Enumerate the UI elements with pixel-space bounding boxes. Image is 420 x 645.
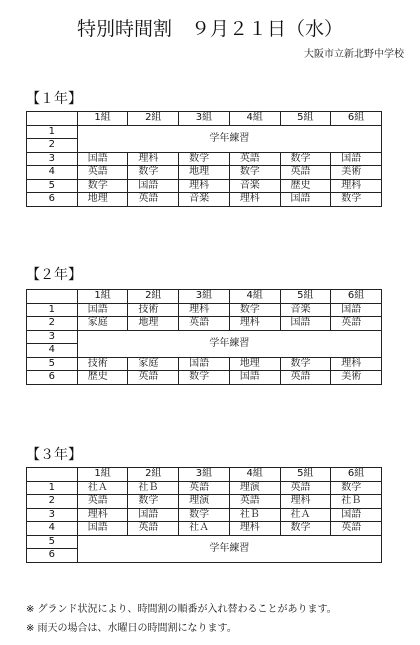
header-class-2: 2組 — [128, 468, 179, 482]
header-class-1: 1組 — [77, 468, 128, 482]
grade2-heading: 【２年】 — [26, 267, 82, 283]
period-number: 1 — [27, 125, 78, 139]
table-row — [27, 125, 382, 139]
subject-cell: 数学 — [179, 152, 230, 166]
subject-cell: 理演 — [229, 481, 280, 495]
subject-cell: 地理 — [179, 166, 230, 180]
header-class-5: 5組 — [280, 468, 331, 482]
header-class-3: 3組 — [179, 468, 230, 482]
subject-cell: 国語 — [128, 508, 179, 522]
subject-cell: 国語 — [77, 522, 128, 536]
subject-cell: 理科 — [280, 495, 331, 509]
table-row — [27, 193, 382, 207]
subject-cell: 数学 — [229, 166, 280, 180]
subject-cell: 音楽 — [179, 193, 230, 207]
subject-cell: 数学 — [331, 193, 382, 207]
subject-cell: 理科 — [179, 303, 230, 317]
period-number: 2 — [27, 139, 78, 153]
header-class-4: 4組 — [229, 112, 280, 126]
header-row — [27, 112, 382, 126]
subject-cell: 英語 — [280, 166, 331, 180]
note-1: ※ グランド状況により、時間割の順番が入れ替わることがあります。 — [26, 604, 337, 615]
header-class-5: 5組 — [280, 112, 331, 126]
merged-practice-cell: 学年練習 — [77, 535, 381, 562]
table-row — [27, 166, 382, 180]
period-number: 6 — [27, 193, 78, 207]
table-row — [27, 179, 382, 193]
subject-cell: 音楽 — [229, 179, 280, 193]
period-number: 3 — [27, 508, 78, 522]
table-row — [27, 371, 382, 385]
grade2-timetable — [26, 289, 382, 385]
subject-cell: 地理 — [77, 193, 128, 207]
subject-cell: 英語 — [128, 522, 179, 536]
period-number: 5 — [27, 179, 78, 193]
subject-cell: 社Ｂ — [331, 495, 382, 509]
subject-cell: 技術 — [128, 303, 179, 317]
subject-cell: 英語 — [280, 371, 331, 385]
period-number: 6 — [27, 371, 78, 385]
subject-cell: 数学 — [331, 481, 382, 495]
header-corner — [27, 290, 78, 304]
header-corner — [27, 468, 78, 482]
merged-practice-cell: 学年練習 — [77, 125, 381, 152]
header-row — [27, 290, 382, 304]
header-class-4: 4組 — [229, 468, 280, 482]
subject-cell: 理科 — [331, 179, 382, 193]
subject-cell: 数学 — [280, 357, 331, 371]
subject-cell: 理科 — [229, 193, 280, 207]
subject-cell: 社Ａ — [280, 508, 331, 522]
period-number: 3 — [27, 152, 78, 166]
subject-cell: 英語 — [229, 152, 280, 166]
subject-cell: 地理 — [128, 317, 179, 331]
header-class-6: 6組 — [331, 290, 382, 304]
table-row — [27, 508, 382, 522]
table-row — [27, 495, 382, 509]
subject-cell: 数学 — [229, 303, 280, 317]
subject-cell: 国語 — [280, 317, 331, 331]
period-number: 1 — [27, 303, 78, 317]
subject-cell: 社Ｂ — [128, 481, 179, 495]
table-row — [27, 535, 382, 549]
table-row — [27, 303, 382, 317]
subject-cell: 国語 — [331, 303, 382, 317]
table-row — [27, 152, 382, 166]
subject-cell: 社Ａ — [179, 522, 230, 536]
table-row — [27, 522, 382, 536]
subject-cell: 国語 — [331, 152, 382, 166]
subject-cell: 理演 — [179, 495, 230, 509]
subject-cell: 数学 — [77, 179, 128, 193]
note-2: ※ 雨天の場合は、水曜日の時間割になります。 — [26, 623, 237, 634]
header-class-1: 1組 — [77, 290, 128, 304]
header-class-3: 3組 — [179, 112, 230, 126]
subject-cell: 国語 — [128, 179, 179, 193]
subject-cell: 美術 — [331, 371, 382, 385]
table-row — [27, 357, 382, 371]
subject-cell: 社Ａ — [77, 481, 128, 495]
subject-cell: 歴史 — [77, 371, 128, 385]
subject-cell: 英語 — [77, 495, 128, 509]
subject-cell: 家庭 — [77, 317, 128, 331]
grade1-timetable — [26, 111, 382, 207]
header-class-2: 2組 — [128, 290, 179, 304]
subject-cell: 数学 — [280, 152, 331, 166]
table-row — [27, 481, 382, 495]
subject-cell: 英語 — [280, 481, 331, 495]
subject-cell: 国語 — [331, 508, 382, 522]
period-number: 5 — [27, 535, 78, 549]
header-corner — [27, 112, 78, 126]
subject-cell: 音楽 — [280, 303, 331, 317]
subject-cell: 国語 — [77, 303, 128, 317]
merged-practice-cell: 学年練習 — [77, 330, 381, 357]
subject-cell: 数学 — [280, 522, 331, 536]
subject-cell: 英語 — [179, 317, 230, 331]
subject-cell: 国語 — [229, 371, 280, 385]
period-number: 6 — [27, 549, 78, 563]
period-number: 3 — [27, 330, 78, 344]
subject-cell: 数学 — [128, 166, 179, 180]
subject-cell: 社Ｂ — [229, 508, 280, 522]
subject-cell: 国語 — [77, 152, 128, 166]
subject-cell: 理科 — [179, 179, 230, 193]
subject-cell: 美術 — [331, 166, 382, 180]
subject-cell: 技術 — [77, 357, 128, 371]
subject-cell: 理科 — [128, 152, 179, 166]
subject-cell: 英語 — [128, 371, 179, 385]
table-row — [27, 330, 382, 344]
subject-cell: 英語 — [229, 495, 280, 509]
subject-cell: 国語 — [280, 193, 331, 207]
header-class-6: 6組 — [331, 468, 382, 482]
period-number: 2 — [27, 317, 78, 331]
header-class-3: 3組 — [179, 290, 230, 304]
subject-cell: 英語 — [331, 317, 382, 331]
grade3-heading: 【３年】 — [26, 447, 82, 463]
table-row — [27, 317, 382, 331]
period-number: 5 — [27, 357, 78, 371]
period-number: 4 — [27, 522, 78, 536]
subject-cell: 数学 — [179, 508, 230, 522]
period-number: 2 — [27, 495, 78, 509]
subject-cell: 英語 — [77, 166, 128, 180]
header-class-5: 5組 — [280, 290, 331, 304]
subject-cell: 地理 — [229, 357, 280, 371]
subject-cell: 理科 — [77, 508, 128, 522]
subject-cell: 理科 — [331, 357, 382, 371]
header-class-4: 4組 — [229, 290, 280, 304]
grade1-heading: 【１年】 — [26, 91, 82, 107]
subject-cell: 歴史 — [280, 179, 331, 193]
subject-cell: 理科 — [229, 522, 280, 536]
school-name: 大阪市立新北野中学校 — [304, 49, 404, 60]
header-class-6: 6組 — [331, 112, 382, 126]
period-number: 4 — [27, 344, 78, 358]
period-number: 1 — [27, 481, 78, 495]
subject-cell: 英語 — [128, 193, 179, 207]
header-row — [27, 468, 382, 482]
header-class-2: 2組 — [128, 112, 179, 126]
grade3-timetable — [26, 467, 382, 563]
subject-cell: 家庭 — [128, 357, 179, 371]
subject-cell: 理科 — [229, 317, 280, 331]
subject-cell: 数学 — [179, 371, 230, 385]
subject-cell: 国語 — [179, 357, 230, 371]
subject-cell: 英語 — [179, 481, 230, 495]
period-number: 4 — [27, 166, 78, 180]
subject-cell: 英語 — [331, 522, 382, 536]
subject-cell: 数学 — [128, 495, 179, 509]
header-class-1: 1組 — [77, 112, 128, 126]
page-title: 特別時間割 ９月２１日（水） — [76, 18, 343, 40]
